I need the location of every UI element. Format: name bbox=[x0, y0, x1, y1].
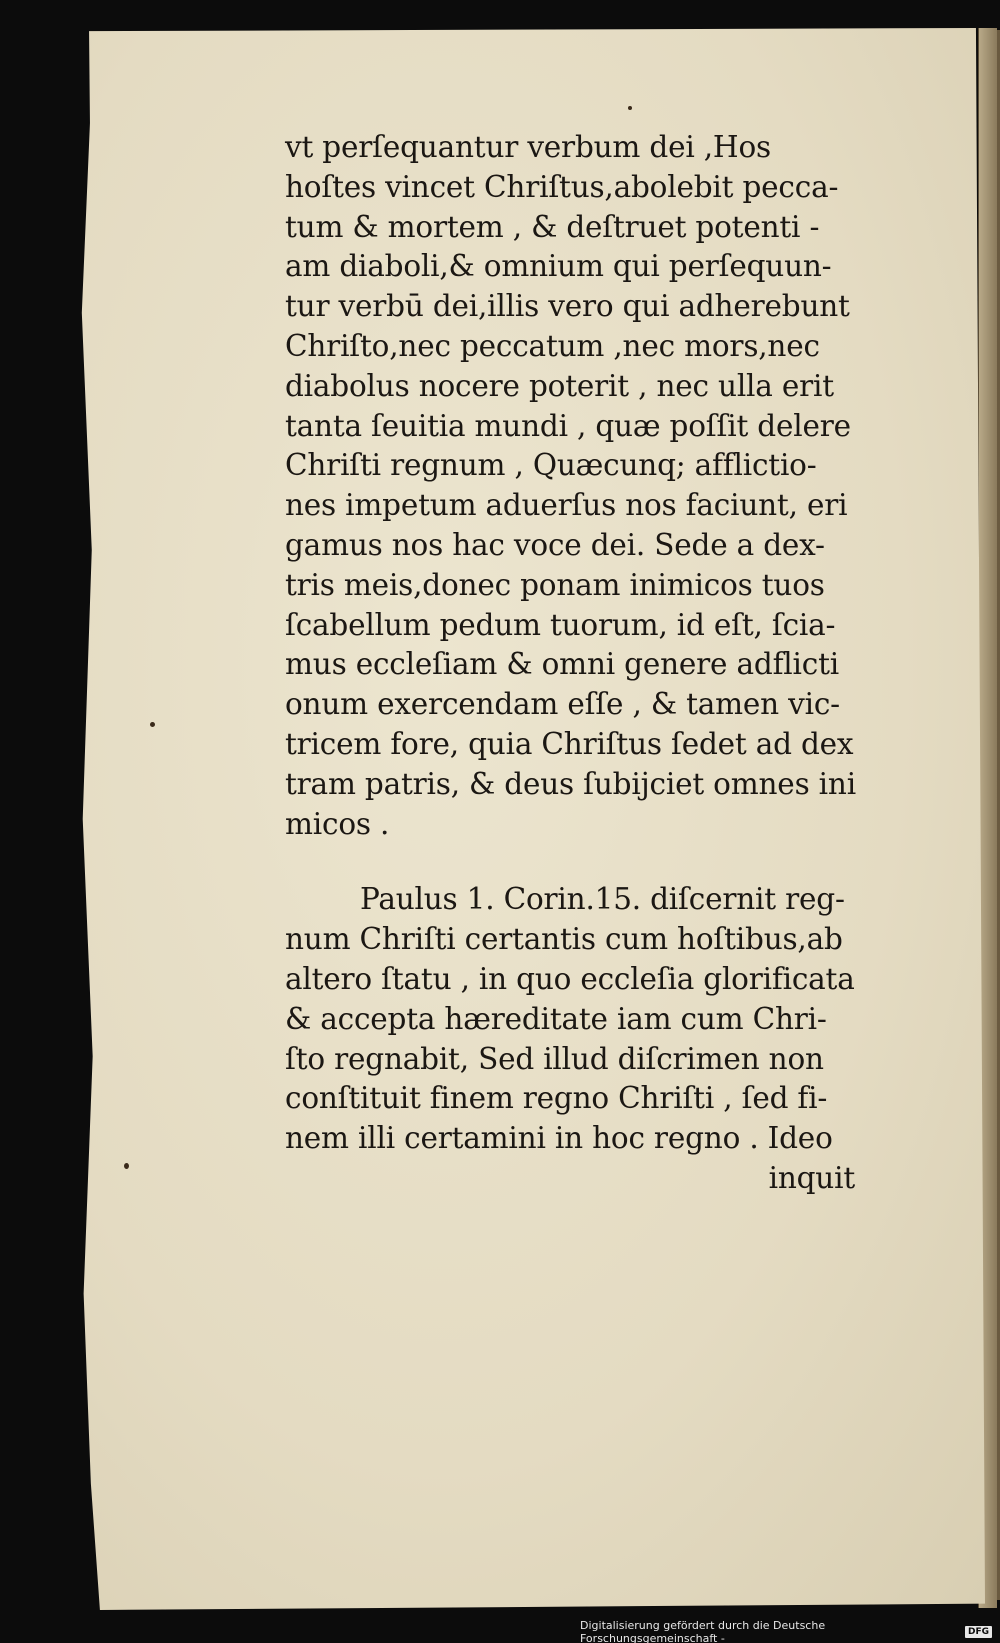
text-line: mus eccleſiam & omni genere adflicti bbox=[285, 647, 839, 682]
digitization-credit bbox=[580, 1620, 1000, 1643]
catchword: inquit bbox=[768, 1160, 855, 1195]
text-line: tum & mortem , & deſtruet potenti - bbox=[285, 209, 820, 244]
text-line: ſcabellum pedum tuorum, id eſt, ſcia- bbox=[285, 607, 836, 642]
paragraph-gap bbox=[285, 844, 905, 880]
text-line: onum exercendam eſſe , & tamen vic- bbox=[285, 687, 840, 722]
text-line: tris meis,donec ponam inimicos tuos bbox=[285, 567, 825, 602]
text-line: Chriſto,nec peccatum ,nec mors,nec bbox=[285, 328, 820, 363]
text-line: & accepta hæreditate iam cum Chri- bbox=[285, 1001, 827, 1036]
text-line: ſto regnabit, Sed illud diſcrimen non bbox=[285, 1041, 824, 1076]
text-line: hoſtes vincet Chriſtus,abolebit pecca- bbox=[285, 169, 839, 204]
credit-text: Digitalisierung gefördert durch die Deutsche Forschungsgemeinschaft - bbox=[580, 1618, 826, 1643]
text-line: diabolus nocere poterit , nec ulla erit bbox=[285, 368, 834, 403]
text-line: Paulus 1. Corin.15. diſcernit reg- bbox=[360, 882, 845, 917]
text-line: micos . bbox=[285, 806, 390, 841]
page-text bbox=[285, 128, 905, 1199]
text-line: conſtituit finem regno Chriſti , ſed fi- bbox=[285, 1081, 828, 1116]
text-line: altero ſtatu , in quo eccleſia glorificata bbox=[285, 961, 855, 996]
text-line: num Chriſti certantis cum hoſtibus,ab bbox=[285, 922, 843, 957]
text-line: vt perſequantur verbum dei ,Hos bbox=[285, 130, 771, 164]
text-line: Chriſti regnum , Quæcunq; afflictio- bbox=[285, 448, 817, 483]
text-line: tanta ſeuitia mundi , quæ poſſit delere bbox=[285, 408, 851, 443]
text-line: tricem fore, quia Chriſtus ſedet ad dex bbox=[285, 726, 854, 761]
text-line: tur verbū dei,illis vero qui adherebunt bbox=[285, 289, 850, 324]
ink-speck bbox=[150, 722, 155, 727]
ink-speck bbox=[124, 1163, 129, 1169]
text-line: nes impetum aduerſus nos faciunt, eri bbox=[285, 488, 848, 523]
ink-speck bbox=[628, 106, 632, 110]
dfg-logo-icon: DFG bbox=[965, 1626, 992, 1638]
text-line: nem illi certamini in hoc regno . Ideo bbox=[285, 1121, 833, 1156]
text-line: am diaboli,& omnium qui perſequun- bbox=[285, 249, 832, 284]
text-line: tram patris, & deus ſubijciet omnes ini bbox=[285, 766, 856, 801]
text-line: gamus nos hac voce dei. Sede a dex- bbox=[285, 527, 825, 562]
